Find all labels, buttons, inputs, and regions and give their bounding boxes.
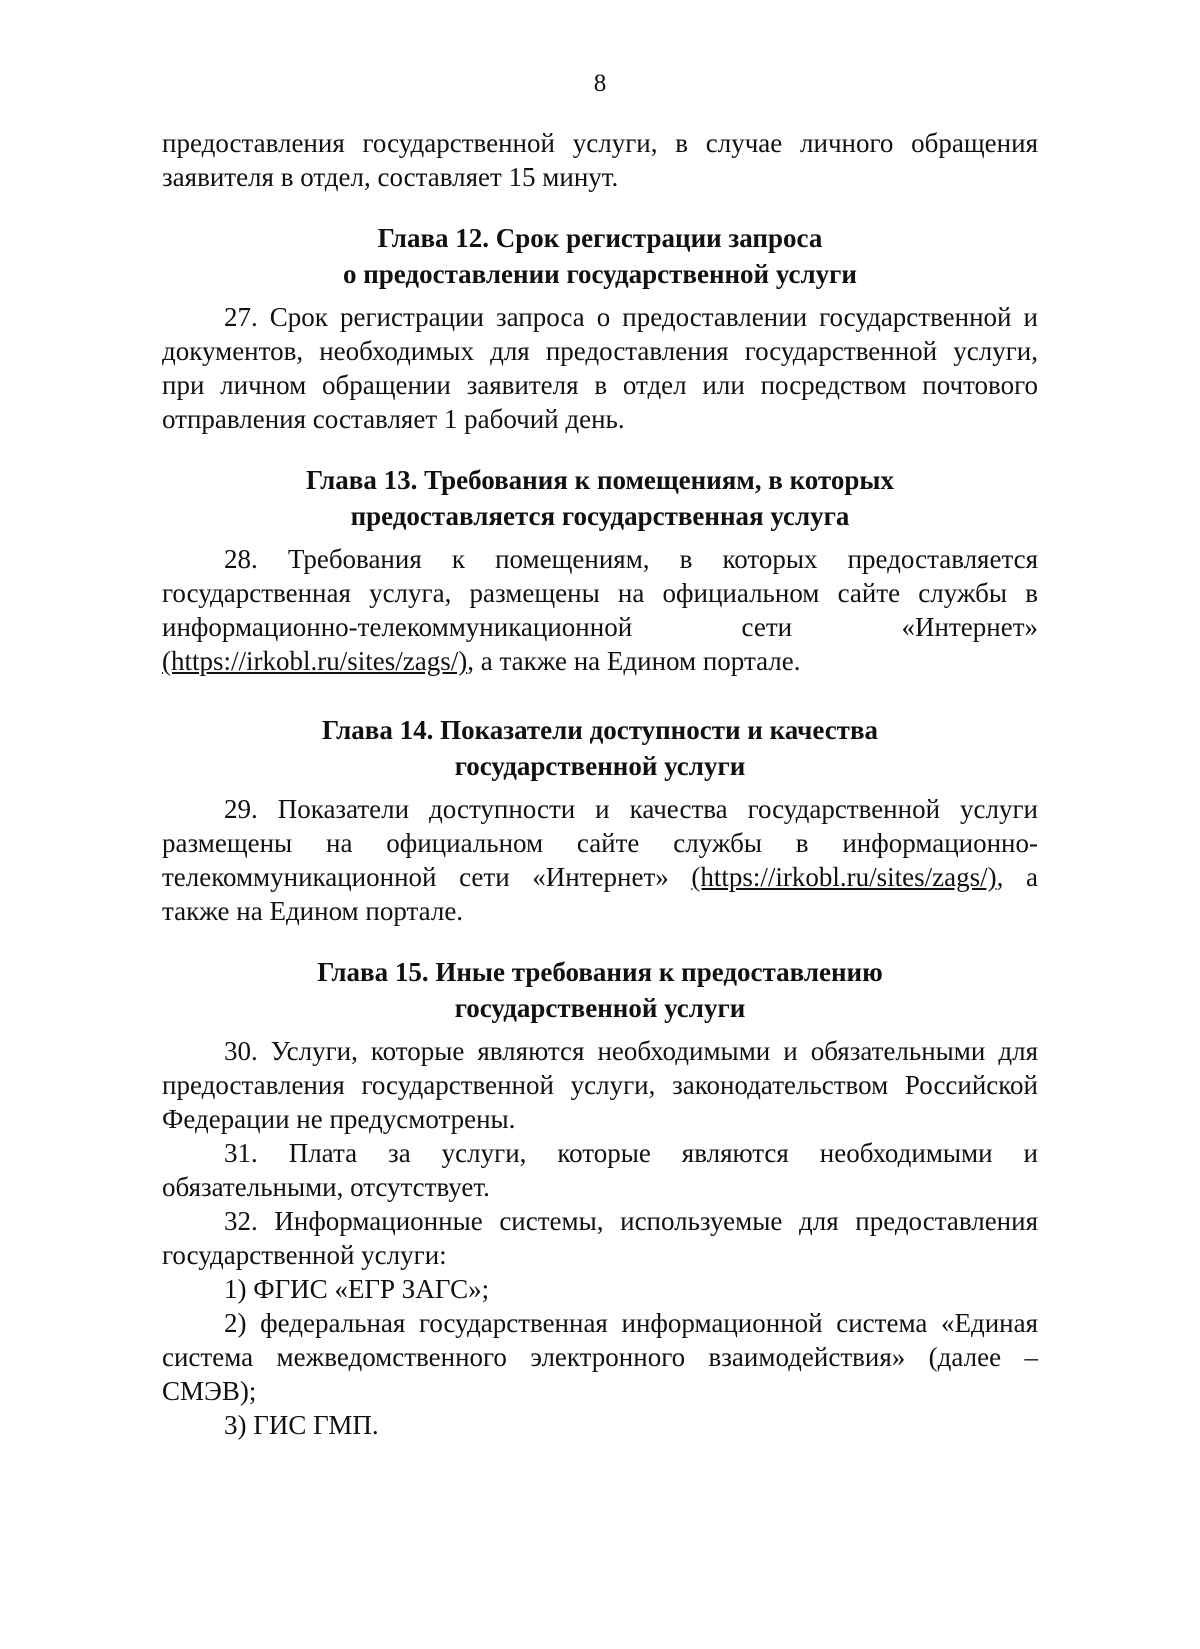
intro-paragraph: предоставления государственной услуги, в случае личного обращения заявителя в отдел, составляет 15 минут. — [162, 128, 1038, 192]
zags-site-link[interactable]: (https://irkobl.ru/sites/zags/) — [162, 646, 468, 676]
list-item-3: 3) ГИС ГМП. — [224, 1410, 379, 1440]
paragraph-28-tail: , а также на Едином портале. — [467, 646, 801, 676]
chapter-14-title-line2: государственной услуги — [454, 751, 746, 781]
chapter-13-title-line2: предоставляется государственная услуга — [350, 501, 850, 531]
list-item-1: 1) ФГИС «ЕГР ЗАГС»; — [224, 1274, 490, 1304]
chapter-15-title-line2: государственной услуги — [454, 993, 746, 1023]
chapter-12-title-line1: Глава 12. Срок регистрации запроса — [377, 223, 823, 253]
paragraph-28-text: 28. Требования к помещениям, в которых предоставляется государственная услуга, размещены на официальном сайте службы в информационно-телекоммуникационной сети «Интернет» — [162, 544, 1038, 642]
chapter-14-title-line1: Глава 14. Показатели доступности и качества — [321, 715, 879, 745]
paragraph-32: 32. Информационные системы, используемые для предоставления государственной услуги: — [162, 1206, 1038, 1270]
paragraph-28 — [162, 542, 1038, 678]
document-body — [162, 126, 1038, 1442]
paragraph-30: 30. Услуги, которые являются необходимыми и обязательными для предоставления государственной услуги, законодательством Российской Федерации не предусмотрены. — [162, 1036, 1038, 1134]
chapter-15-title-line1: Глава 15. Иные требования к предоставлению — [317, 957, 883, 987]
paragraph-31: 31. Плата за услуги, которые являются необходимыми и обязательными, отсутствует. — [162, 1138, 1038, 1202]
paragraph-29 — [162, 792, 1038, 928]
chapter-12-title-line2: о предоставлении государственной услуги — [342, 259, 857, 289]
chapter-13-title-line1: Глава 13. Требования к помещениям, в которых — [306, 465, 894, 495]
paragraph-27: 27. Срок регистрации запроса о предоставлении государственной и документов, необходимых для предоставления государственной услуги, при личном обращении заявителя в отдел или посредством почтового отправления составляет 1 рабочий день. — [162, 302, 1038, 434]
paragraph-29-text: 29. Показатели доступности и качества государственной услуги размещены на официальном сайте службы в информационно-телекоммуникационной сети «Интернет» — [162, 794, 1038, 892]
paragraph-29-tail: , а также на Едином портале. — [162, 862, 1038, 926]
page-number: 8 — [593, 70, 607, 97]
list-item-2: 2) федеральная государственная информационной система «Единая система межведомственного электронного взаимодействия» (далее – СМЭВ); — [162, 1308, 1038, 1406]
zags-site-link[interactable]: (https://irkobl.ru/sites/zags/) — [691, 862, 997, 892]
